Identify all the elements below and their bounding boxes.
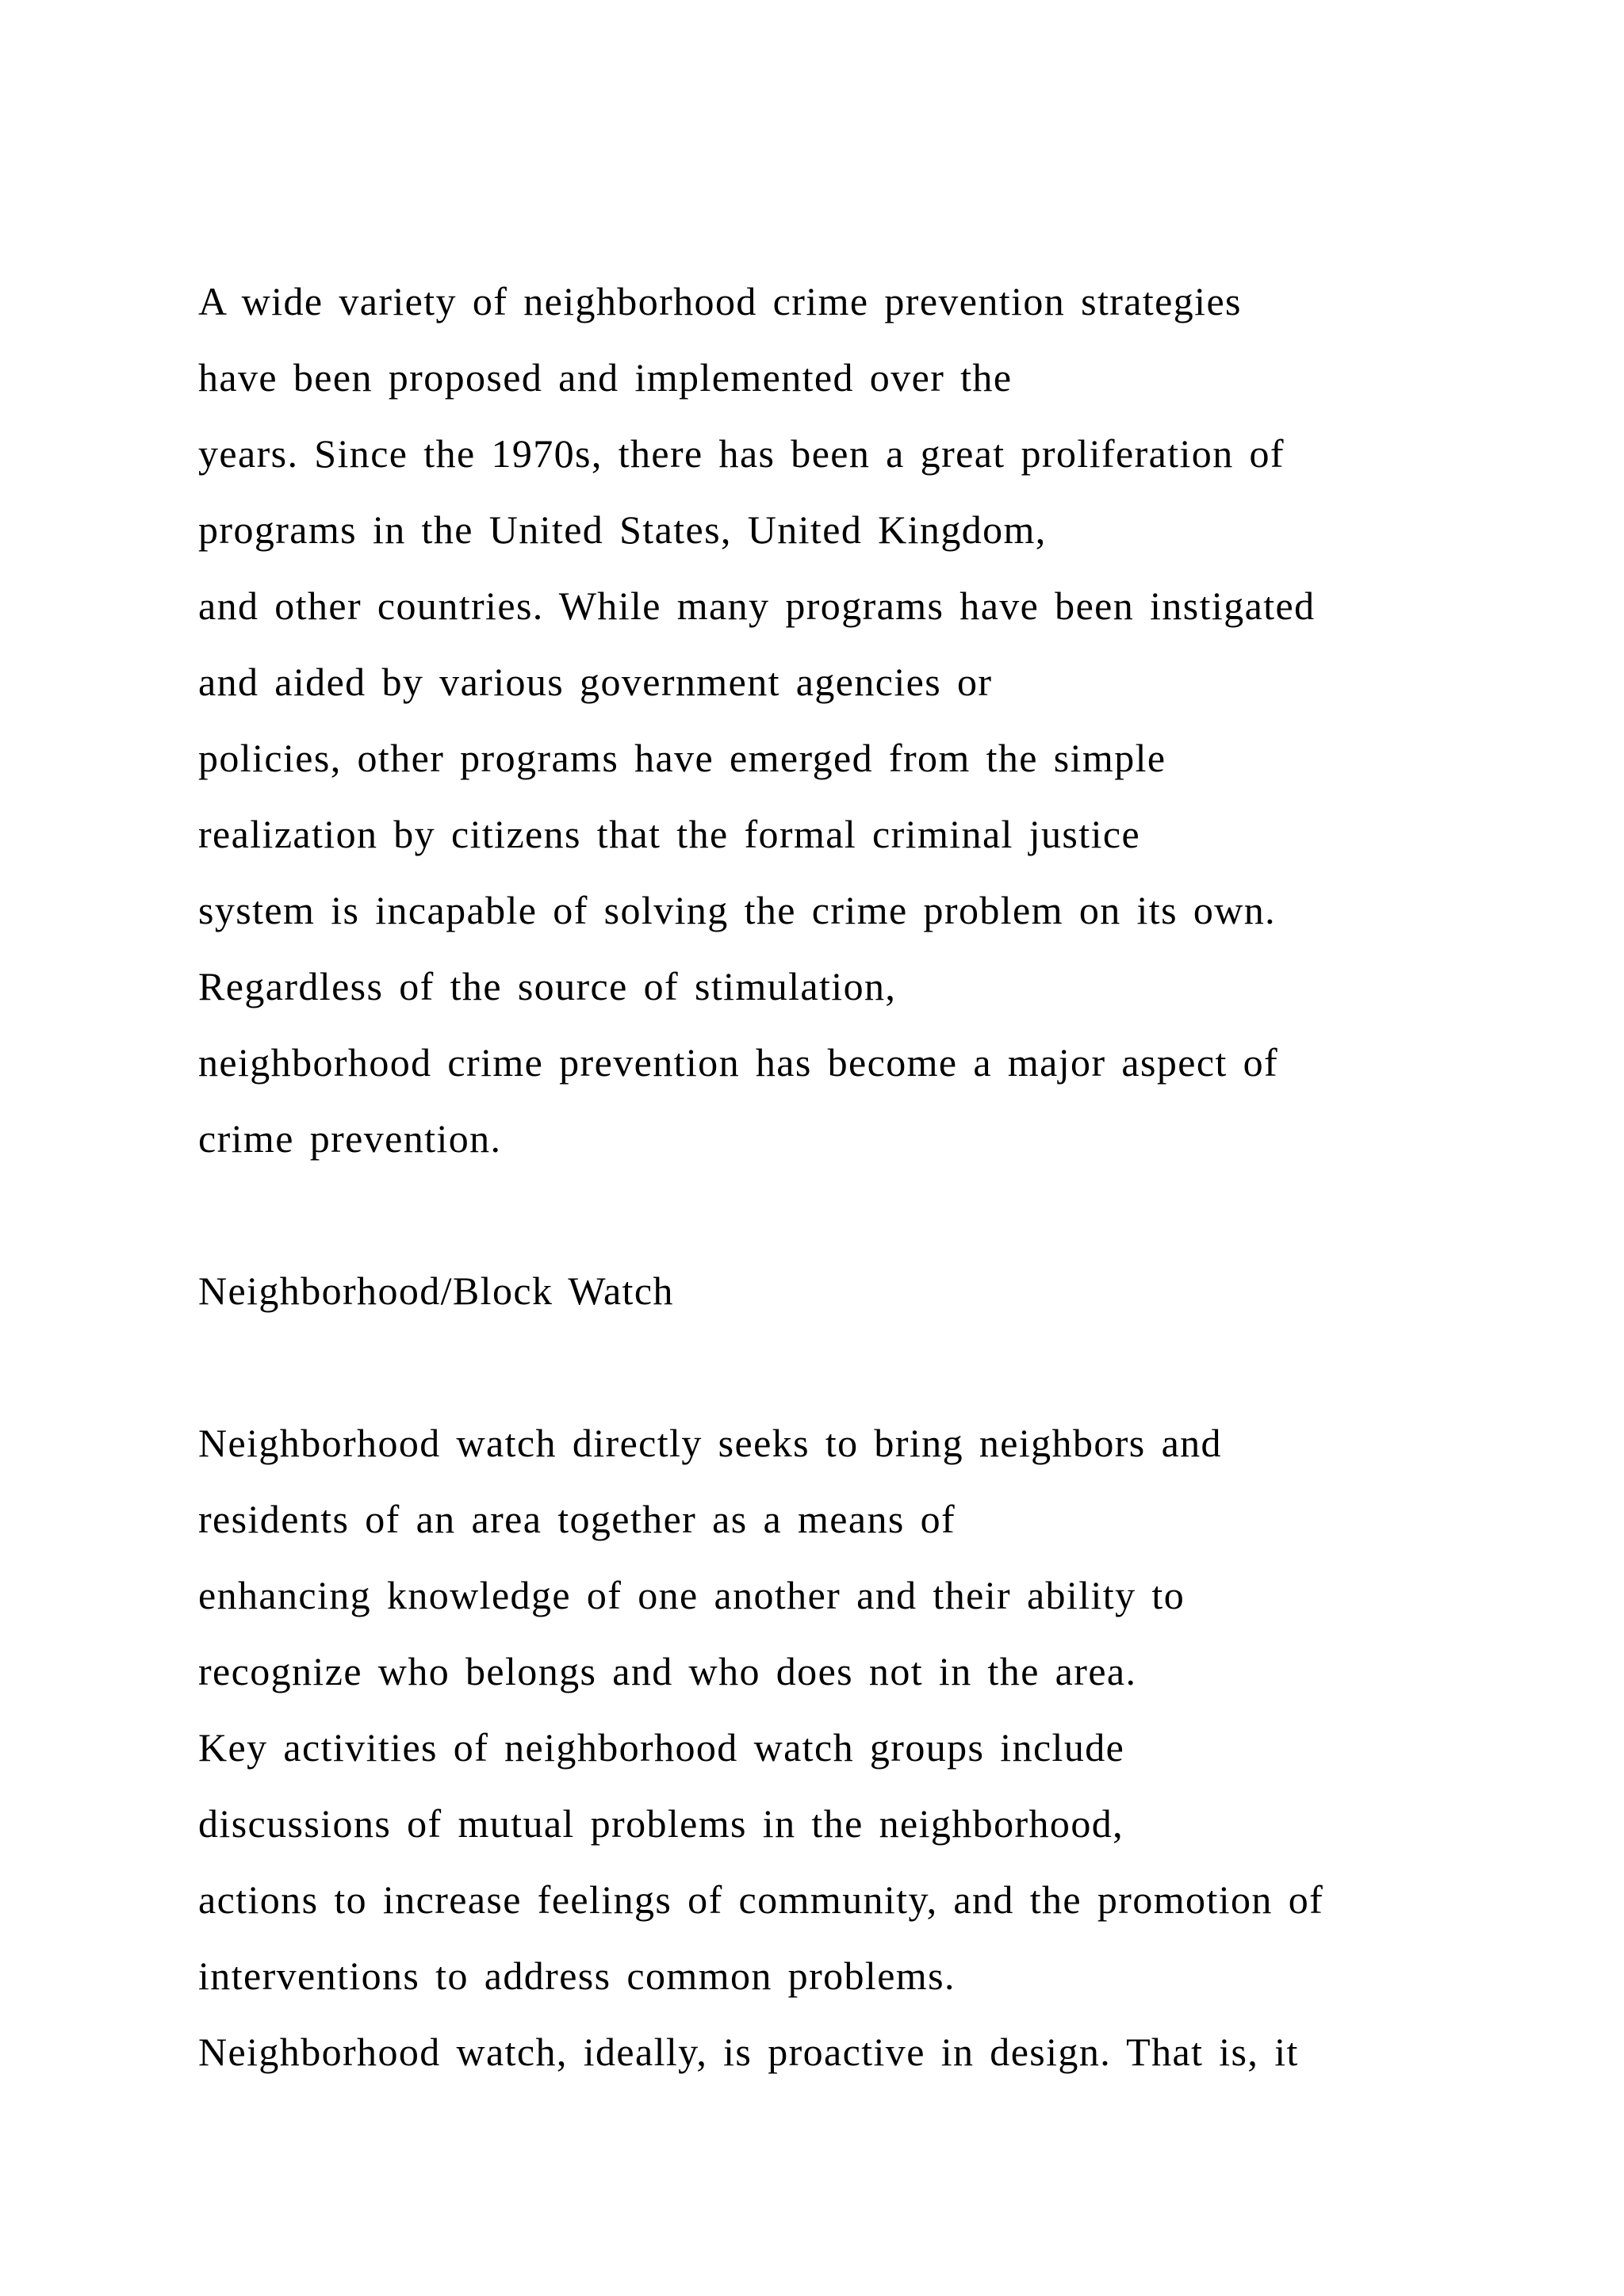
paragraph-spacer <box>198 1177 1594 1253</box>
text-line: policies, other programs have emerged from the simple <box>198 736 1166 780</box>
text-line: crime prevention. <box>198 1116 502 1161</box>
text-line: Neighborhood watch directly seeks to bring neighbors and <box>198 1421 1222 1465</box>
text-line: residents of an area together as a means of <box>198 1497 956 1541</box>
text-line: Regardless of the source of stimulation, <box>198 964 897 1008</box>
text-line: interventions to address common problems. <box>198 1954 956 1998</box>
text-line: enhancing knowledge of one another and their ability to <box>198 1573 1185 1617</box>
text-line: and other countries. While many programs have been instigated <box>198 584 1316 628</box>
text-line: realization by citizens that the formal criminal justice <box>198 812 1141 856</box>
paragraph-neighborhood-watch <box>198 1405 1594 2090</box>
text-line: Key activities of neighborhood watch groups include <box>198 1725 1125 1770</box>
text-line: A wide variety of neighborhood crime prevention strategies <box>198 279 1242 323</box>
text-line: Neighborhood watch, ideally, is proactive in design. That is, it <box>198 2030 1299 2074</box>
text-line: neighborhood crime prevention has become a major aspect of <box>198 1040 1279 1085</box>
paragraph-intro <box>198 263 1594 1177</box>
text-line: programs in the United States, United Kingdom, <box>198 507 1047 552</box>
text-line: discussions of mutual problems in the neighborhood, <box>198 1801 1124 1846</box>
document-body <box>198 263 1594 2090</box>
text-line: system is incapable of solving the crime problem on its own. <box>198 888 1277 932</box>
text-line: years. Since the 1970s, there has been a great proliferation of <box>198 431 1285 476</box>
text-line: and aided by various government agencies or <box>198 660 993 704</box>
text-line: recognize who belongs and who does not in the area. <box>198 1649 1137 1693</box>
section-heading: Neighborhood/Block Watch <box>198 1269 674 1313</box>
paragraph-spacer <box>198 1329 1594 1405</box>
text-line: have been proposed and implemented over the <box>198 355 1013 400</box>
text-line: actions to increase feelings of community, and the promotion of <box>198 1877 1324 1922</box>
